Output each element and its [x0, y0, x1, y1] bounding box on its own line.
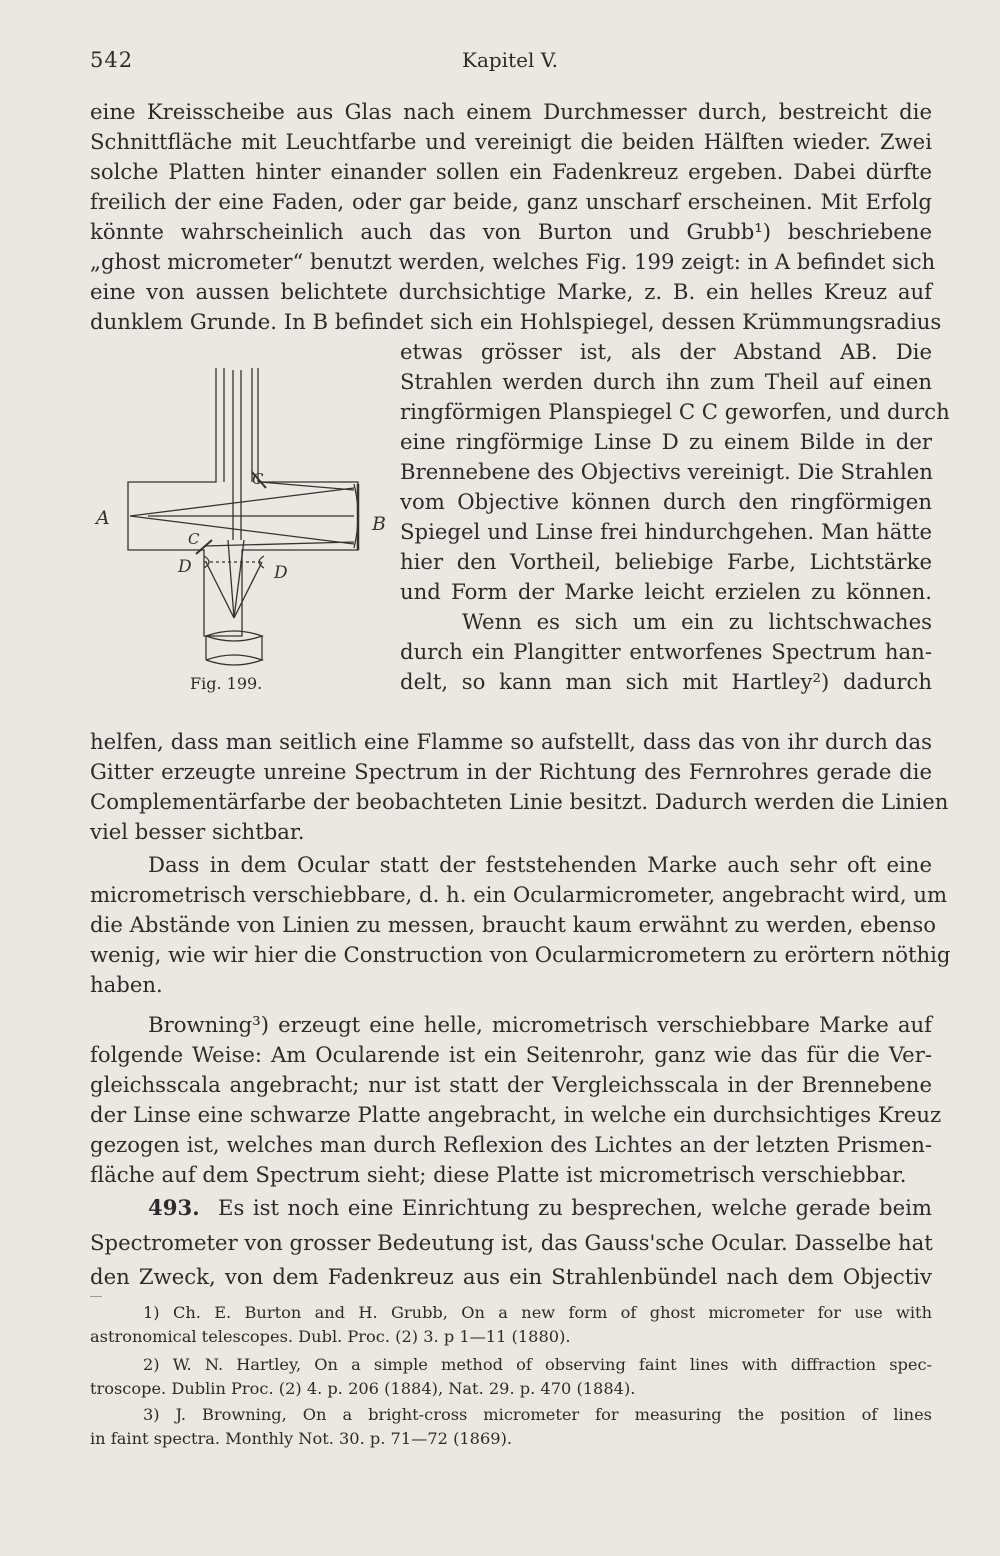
text-line: „ghost micrometer“ benutzt werden, welches Fig. 199 zeigt: in A befindet sich	[90, 249, 936, 274]
figure-199	[88, 360, 388, 700]
text-line: eine ringförmige Linse D zu einem Bilde in der	[400, 429, 932, 454]
label-B: B	[372, 513, 386, 535]
text-line: den Zweck, von dem Fadenkreuz aus ein Strahlenbündel nach dem Objectiv	[90, 1264, 932, 1289]
text-line: Es ist noch eine Einrichtung zu besprechen, welche gerade beim	[218, 1195, 932, 1220]
text-line: freilich der eine Faden, oder gar beide, ganz unscharf erscheinen. Mit Erfolg	[90, 189, 932, 214]
text-line: dunklem Grunde. In B befindet sich ein Hohlspiegel, dessen Krümmungsradius	[90, 309, 942, 334]
text-line: Strahlen werden durch ihn zum Theil auf einen	[400, 369, 932, 394]
text-line: eine von aussen belichtete durchsichtige Marke, z. B. ein helles Kreuz auf	[90, 279, 932, 304]
figure-caption: Fig. 199.	[190, 674, 263, 693]
text-line: eine Kreisscheibe aus Glas nach einem Durchmesser durch, bestreicht die	[90, 99, 932, 124]
text-line: micrometrisch verschiebbare, d. h. ein Ocularmicrometer, angebracht wird, um	[90, 882, 948, 907]
text-line: Dass in dem Ocular statt der feststehenden Marke auch sehr oft eine	[148, 852, 932, 877]
text-line: hier den Vortheil, beliebige Farbe, Lichtstärke	[400, 549, 932, 574]
text-line: Spectrometer von grosser Bedeutung ist, das Gauss'sche Ocular. Dasselbe hat	[90, 1230, 933, 1255]
footnote-line: 1) Ch. E. Burton and H. Grubb, On a new form of ghost micrometer for use with	[143, 1303, 932, 1322]
text-line: solche Platten hinter einander sollen ein Fadenkreuz ergeben. Dabei dürfte	[90, 159, 932, 184]
text-line: und Form der Marke leicht erzielen zu können.	[400, 579, 932, 604]
footnote-line: 2) W. N. Hartley, On a simple method of observing faint lines with diffraction spec-	[143, 1355, 932, 1374]
text-line: der Linse eine schwarze Platte angebracht, in welche ein durchsichtiges Kreuz	[90, 1102, 942, 1127]
text-line: Complementärfarbe der beobachteten Linie besitzt. Dadurch werden die Linien	[90, 789, 949, 814]
page-number: 542	[90, 48, 134, 72]
text-line: delt, so kann man sich mit Hartley²) dadurch	[400, 669, 932, 694]
text-line: Gitter erzeugte unreine Spectrum in der Richtung des Fernrohres gerade die	[90, 759, 932, 784]
label-C-bottom: C	[188, 530, 200, 548]
text-line: vom Objective können durch den ringförmigen	[400, 489, 932, 514]
text-line: Spiegel und Linse frei hindurchgehen. Man hätte	[400, 519, 932, 544]
text-line: folgende Weise: Am Ocularende ist ein Seitenrohr, ganz wie das für die Ver-	[90, 1042, 932, 1067]
footnote-line: in faint spectra. Monthly Not. 30. p. 71—72 (1869).	[90, 1429, 513, 1448]
text-line: könnte wahrscheinlich auch das von Burton und Grubb¹) beschriebene	[90, 219, 932, 244]
footnote-line: troscope. Dublin Proc. (2) 4. p. 206 (1884), Nat. 29. p. 470 (1884).	[90, 1379, 636, 1398]
running-head: Kapitel V.	[462, 48, 558, 72]
footnote-rule	[90, 1296, 102, 1297]
label-A: A	[96, 507, 110, 529]
text-line: Browning³) erzeugt eine helle, micrometrisch verschiebbare Marke auf	[148, 1012, 932, 1037]
label-D-right: D	[274, 563, 288, 583]
text-line: gleichsscala angebracht; nur ist statt der Vergleichsscala in der Brennebene	[90, 1072, 932, 1097]
text-line: die Abstände von Linien zu messen, braucht kaum erwähnt zu werden, ebenso	[90, 912, 936, 937]
text-line: haben.	[90, 972, 163, 997]
text-line: ringförmigen Planspiegel C C geworfen, und durch	[400, 399, 950, 424]
section-number: 493.	[148, 1195, 200, 1220]
text-line: viel besser sichtbar.	[90, 819, 305, 844]
footnote-line: astronomical telescopes. Dubl. Proc. (2) 3. p 1—11 (1880).	[90, 1327, 571, 1346]
footnote-line: 3) J. Browning, On a bright-cross micrometer for measuring the position of lines	[143, 1405, 932, 1424]
text-line: Brennebene des Objectivs vereinigt. Die Strahlen	[400, 459, 933, 484]
text-line: durch ein Plangitter entworfenes Spectrum han-	[400, 639, 932, 664]
text-line: etwas grösser ist, als der Abstand AB. Die	[400, 339, 932, 364]
text-line: Wenn es sich um ein zu lichtschwaches	[462, 609, 932, 634]
text-line: fläche auf dem Spectrum sieht; diese Platte ist micrometrisch verschiebbar.	[90, 1162, 907, 1187]
text-line: Schnittfläche mit Leuchtfarbe und vereinigt die beiden Hälften wieder. Zwei	[90, 129, 932, 154]
label-D-left: D	[178, 557, 192, 577]
text-line: wenig, wie wir hier die Construction von Ocularmicrometern zu erörtern nöthig	[90, 942, 951, 967]
text-line: helfen, dass man seitlich eine Flamme so aufstellt, dass das von ihr durch das	[90, 729, 932, 754]
label-C-top: C	[252, 470, 264, 488]
ghost-micrometer-diagram	[88, 360, 388, 700]
text-line: gezogen ist, welches man durch Reflexion des Lichtes an der letzten Prismen-	[90, 1132, 932, 1157]
